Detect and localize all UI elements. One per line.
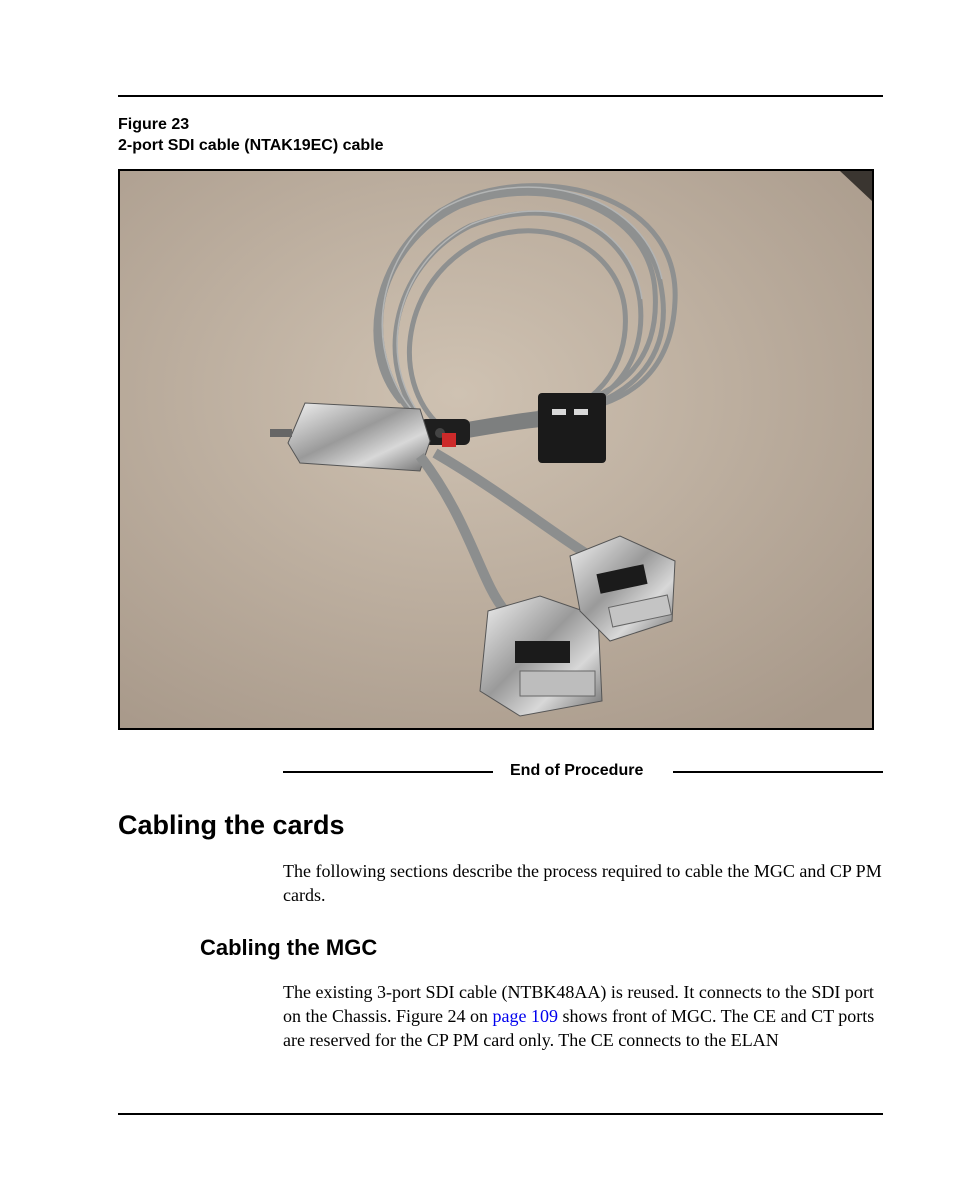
section-title: Cabling the cards xyxy=(118,810,345,840)
bottom-rule xyxy=(118,1113,883,1115)
paragraph-text-1: The existing 3-port SDI cable (NTBK48AA) is reused. It connects to the SDI port on the Chassis. Figure 24 on xyxy=(283,982,874,1026)
subsection-paragraph xyxy=(283,980,883,1052)
section-intro: The following sections describe the process required to cable the MGC and CP PM cards. xyxy=(283,861,882,905)
end-rule-right xyxy=(673,771,883,773)
end-of-procedure-label: End of Procedure xyxy=(510,762,644,779)
figure-caption xyxy=(118,114,384,156)
page-109-link[interactable]: page 109 xyxy=(492,1006,558,1026)
figure-title: 2-port SDI cable (NTAK19EC) cable xyxy=(118,137,384,154)
figure-number: Figure 23 xyxy=(118,116,190,133)
cable-photo xyxy=(118,169,874,730)
subsection-title: Cabling the MGC xyxy=(200,935,378,960)
end-rule-left xyxy=(283,771,493,773)
cable-photo-illustration xyxy=(120,171,872,728)
paragraph-text-2: shows front of MGC. The CE and CT ports are reserved for the CP PM card only. The CE connects to the ELAN xyxy=(283,1006,875,1050)
top-rule xyxy=(118,95,883,97)
